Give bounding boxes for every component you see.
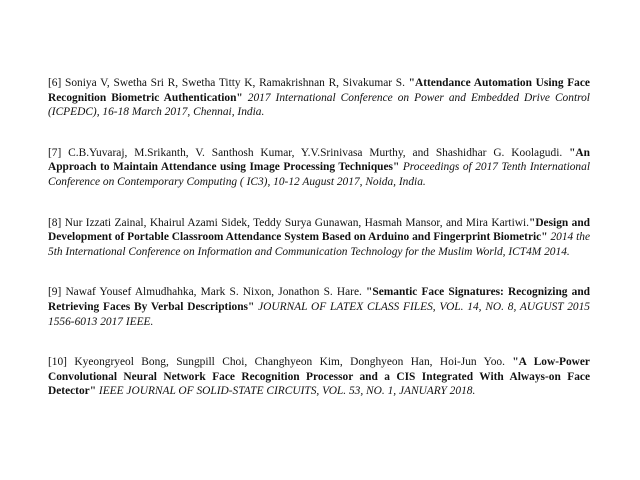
reference-item	[48, 146, 590, 190]
reference-number: [7]	[48, 146, 62, 159]
reference-authors: Soniya V, Swetha Sri R, Swetha Titty K, Ramakrishnan R, Sivakumar S.	[65, 77, 405, 89]
reference-title: "A Low-Power Convolutional Neural Network Face Recognition Processor and a CIS Integrated With Always-on Face Detector"	[48, 356, 590, 398]
reference-authors: Kyeongryeol Bong, Sungpill Choi, Changhyeon Kim, Donghyeon Han, Hoi-Jun Yoo.	[74, 356, 505, 369]
reference-number: [9]	[48, 286, 62, 299]
reference-authors: Nur Izzati Zainal, Khairul Azami Sidek, Teddy Surya Gunawan, Hasmah Mansor, and Mira Kartiwi.	[64, 216, 529, 229]
reference-title: "Attendance Automation Using Face Recognition Biometric Authentication"	[48, 77, 590, 104]
reference-authors: Nawaf Yousef Almudhahka, Mark S. Nixon, Jonathon S. Hare.	[65, 286, 362, 299]
reference-item	[48, 355, 590, 399]
reference-list	[48, 76, 590, 425]
reference-venue: IEEE JOURNAL OF SOLID-STATE CIRCUITS, VOL. 53, NO. 1, JANUARY 2018.	[98, 385, 476, 398]
reference-title: "An Approach to Maintain Attendance using Image Processing Techniques"	[48, 146, 590, 174]
reference-venue: JOURNAL OF LATEX CLASS FILES, VOL. 14, NO. 8, AUGUST 2015 1556-6013 2017 IEEE.	[48, 300, 590, 328]
reference-number: [8]	[48, 216, 62, 229]
reference-item	[48, 216, 590, 260]
reference-number: [6]	[48, 77, 62, 89]
reference-title: "Design and Development of Portable Classroom Attendance System Based on Arduino and Fingerprint Biometric"	[48, 216, 590, 244]
reference-item	[48, 76, 590, 120]
reference-number: [10]	[48, 356, 67, 369]
reference-venue: Proceedings of 2017 Tenth International Conference on Contemporary Computing ( IC3), 10-12 August 2017, Noida, India.	[48, 161, 590, 188]
reference-venue: 2017 International Conference on Power and Embedded Drive Control (ICPEDC), 16-18 March 2017, Chennai, India.	[48, 91, 590, 119]
reference-authors: C.B.Yuvaraj, M.Srikanth, V. Santhosh Kumar, Y.V.Srinivasa Murthy, and Shashidhar G. Koolagudi.	[68, 146, 563, 159]
reference-venue: 2014 the 5th International Conference on Information and Communication Technology for the Muslim World, ICT4M 2014.	[48, 231, 590, 258]
reference-item	[48, 285, 590, 329]
reference-title: "Semantic Face Signatures: Recognizing and Retrieving Faces By Verbal Descriptions"	[48, 286, 590, 313]
